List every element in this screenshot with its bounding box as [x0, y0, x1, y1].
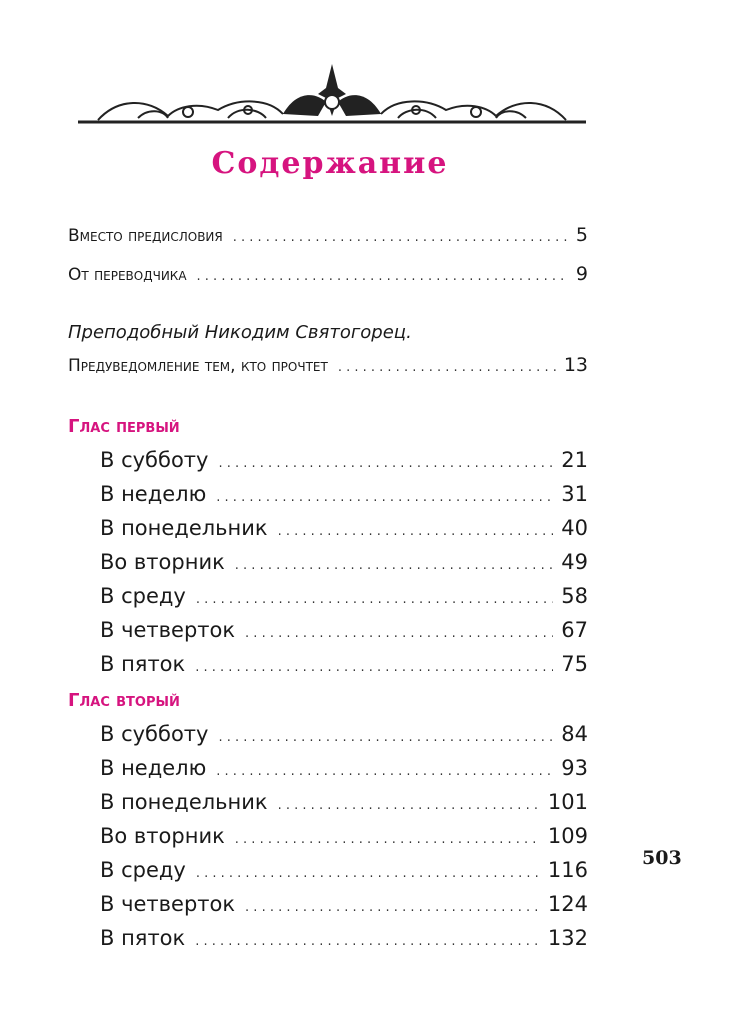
toc-entry[interactable]: [100, 926, 588, 950]
toc-entry-label: В четверток: [100, 892, 236, 916]
toc-entry[interactable]: [100, 858, 588, 882]
toc-entry-label: В понедельник: [100, 516, 268, 540]
toc-entry-page: 40: [561, 516, 588, 540]
toc-entry-label: В субботу: [100, 722, 209, 746]
leader-dots: [216, 764, 553, 779]
toc-entry[interactable]: [100, 448, 588, 472]
toc-entry-page: 9: [575, 263, 588, 285]
toc-entry-label: В неделю: [100, 756, 207, 780]
leader-dots: [235, 832, 540, 847]
toc-entry-page: 109: [547, 824, 588, 848]
leader-dots: [218, 456, 553, 471]
toc-entry-label: В среду: [100, 584, 186, 608]
page-number: 503: [642, 847, 682, 869]
leader-dots: [196, 592, 553, 607]
leader-dots: [278, 524, 554, 539]
toc-entry-page: 84: [561, 722, 588, 746]
leader-dots: [235, 558, 553, 573]
toc-entry-label: В понедельник: [100, 790, 268, 814]
leader-dots: [195, 660, 553, 675]
leader-dots: [245, 900, 540, 915]
toc-entry-page: 116: [547, 858, 588, 882]
leader-dots: [218, 730, 553, 745]
toc-entry-label: Предуведомление тем, кто прочтет: [68, 356, 328, 376]
toc-entry-page: 58: [561, 584, 588, 608]
toc-entry-page: 5: [575, 224, 588, 246]
toc-entry[interactable]: [100, 790, 588, 814]
preface-author: Преподобный Никодим Святогорец.: [68, 322, 412, 343]
leader-dots: [338, 360, 556, 375]
toc-entry-label: Во вторник: [100, 824, 225, 848]
toc-entry-label: В неделю: [100, 482, 207, 506]
leader-dots: [196, 866, 540, 881]
toc-entry-label: В пяток: [100, 926, 186, 950]
toc-entry[interactable]: [100, 516, 588, 540]
leader-dots: [278, 798, 540, 813]
toc-entry-page: 101: [547, 790, 588, 814]
toc-entry-label: В среду: [100, 858, 186, 882]
toc-entry[interactable]: [100, 652, 588, 676]
toc-entry[interactable]: [100, 482, 588, 506]
toc-entry-page: 124: [547, 892, 588, 916]
toc-entry-page: 132: [547, 926, 588, 950]
toc-entry-label: От переводчика: [68, 265, 187, 285]
section-heading: Глас вторый: [68, 690, 180, 711]
toc-entry-label: В четверток: [100, 618, 236, 642]
toc-entry-page: 49: [561, 550, 588, 574]
section-heading: Глас первый: [68, 416, 180, 437]
leader-dots: [216, 490, 553, 505]
toc-entry-label: Во вторник: [100, 550, 225, 574]
toc-entry[interactable]: [100, 892, 588, 916]
leader-dots: [245, 626, 553, 641]
toc-entry[interactable]: [100, 618, 588, 642]
toc-entry-page: 75: [561, 652, 588, 676]
toc-entry[interactable]: [100, 824, 588, 848]
toc-entry[interactable]: [68, 224, 588, 246]
leader-dots: [197, 269, 568, 284]
toc-entry[interactable]: [68, 263, 588, 285]
toc-entry[interactable]: [100, 722, 588, 746]
toc-entry-label: В пяток: [100, 652, 186, 676]
toc-entry-page: 21: [561, 448, 588, 472]
toc-entry-page: 13: [563, 354, 588, 376]
leader-dots: [195, 934, 540, 949]
page-title: Содержание: [211, 146, 449, 181]
toc-entry[interactable]: [68, 354, 588, 376]
toc-entry[interactable]: [100, 584, 588, 608]
leader-dots: [233, 230, 568, 245]
toc-entry[interactable]: [100, 756, 588, 780]
toc-entry-page: 93: [561, 756, 588, 780]
ornament-header-icon: [78, 58, 586, 128]
toc-entry-label: В субботу: [100, 448, 209, 472]
toc-entry-page: 31: [561, 482, 588, 506]
toc-entry[interactable]: [100, 550, 588, 574]
toc-entry-label: Вместо предисловия: [68, 226, 223, 246]
toc-entry-page: 67: [561, 618, 588, 642]
